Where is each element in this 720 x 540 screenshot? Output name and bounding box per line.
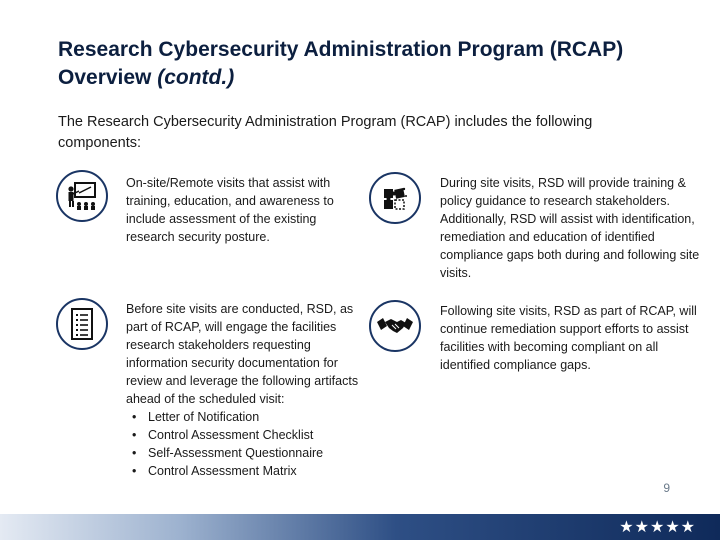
artifact-item: • Self-Assessment Questionnaire [146, 444, 362, 462]
training-guidance-text: During site visits, RSD will provide training & policy guidance to research stakeholders. Additionally, RSD will assist with identification, remediation and education of identified compliance gaps both during and following site visits. [440, 176, 700, 280]
post-visit-text: Following site visits, RSD as part of RCAP, will continue remediation support efforts to assist facilities with becoming compliant on all identified compliance gaps. [440, 304, 697, 372]
title-line-1: Research Cybersecurity Administration Program (RCAP) [58, 38, 624, 61]
artifact-list [126, 408, 362, 480]
stars-icon: ★★★★★ [619, 517, 696, 536]
onsite-visits-text: On-site/Remote visits that assist with training, education, and awareness to include assessment of the existing research security posture. [126, 176, 334, 244]
artifact-item: • Control Assessment Checklist [146, 426, 362, 444]
page-title [58, 36, 718, 92]
presentation-icon [56, 170, 108, 222]
artifact-item: • Letter of Notification [146, 408, 362, 426]
handshake-icon [369, 300, 421, 352]
title-line-2-main: Overview [58, 66, 158, 89]
puzzle-icon [369, 172, 421, 224]
intro-text: The Research Cybersecurity Administration Program (RCAP) includes the following components: [58, 114, 593, 151]
checklist-icon [56, 298, 108, 350]
page-number: 9 [663, 481, 670, 495]
title-line-2-italic: (contd.) [157, 66, 235, 89]
footer-bar [0, 514, 720, 540]
pre-visit-block [126, 300, 362, 480]
title-line-2 [58, 64, 718, 92]
artifact-item: • Control Assessment Matrix [146, 462, 362, 480]
pre-visit-text: Before site visits are conducted, RSD, as part of RCAP, will engage the facilities research stakeholders requesting information security documentation for review and leverage the following artifacts ahead of the scheduled visit: [126, 302, 359, 406]
